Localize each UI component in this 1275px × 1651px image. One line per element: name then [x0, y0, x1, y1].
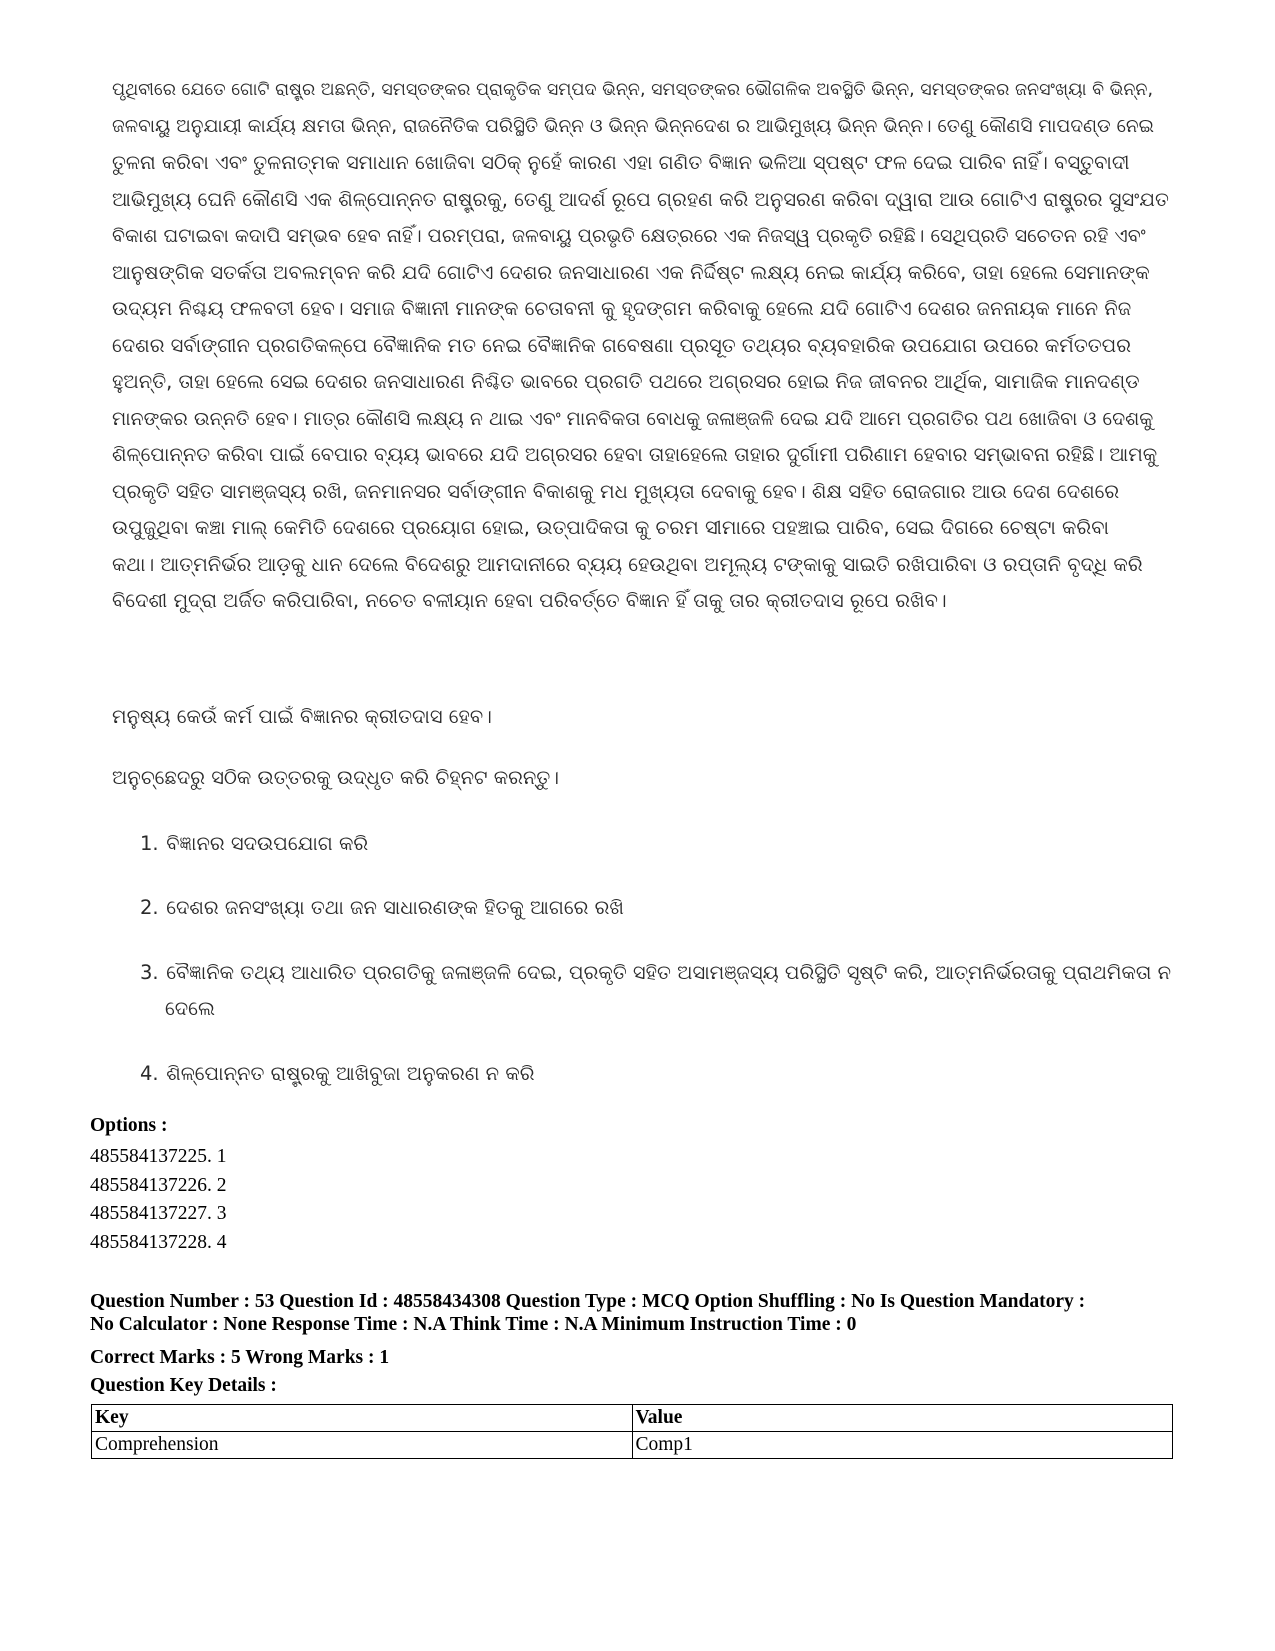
option-item: 485584137225. 1 — [90, 1146, 227, 1167]
options-heading: Options : — [90, 1115, 168, 1136]
question-instruction: ଅନୁଚ୍ଛେଦରୁ ସଠିକ ଉତ୍ତରକୁ ଉଦ୍ଧୃତ କରି ଚିହ୍ନଟ କରନ୍ତୁ। — [112, 766, 560, 789]
choice-text: ବିଜ୍ଞାନର ସଦଉପଯୋଗ କରି — [166, 832, 369, 855]
question-meta-line: Question Number : 53 Question Id : 48558434308 Question Type : MCQ Option Shuffling : No Is Question Mandatory : — [90, 1291, 1086, 1312]
choice-number: 3. — [140, 961, 159, 984]
comprehension-passage — [112, 72, 1172, 620]
question-meta — [90, 1290, 1085, 1336]
passage-line: ବିଦେଶୀ ମୁଦ୍ରା ଅର୍ଜିତ କରିପାରିବା, ନଚେତ ବଳୀୟାନ ହେବା ପରିବର୍ତ୍ତେ ବିଜ୍ଞାନ ହିଁ ତାକୁ ତାର କ୍ରୀତଦାସ ରୂପେ ରଖିବ। — [112, 589, 947, 612]
question-text: ମନୁଷ୍ୟ କେଉଁ କର୍ମ ପାଇଁ ବିଜ୍ଞାନର କ୍ରୀତଦାସ ହେବ। — [112, 705, 492, 728]
key-details-table — [91, 1404, 1173, 1459]
passage-line: ଆନୁଷଙ୍ଗିକ ସତର୍କତା ଅବଲମ୍ବନ କରି ଯଦି ଗୋଟିଏ ଦେଶର ଜନସାଧାରଣ ଏକ ନିର୍ଦ୍ଦିଷ୍ଟ ଲକ୍ଷ୍ୟ ନେଇ କାର୍ଯ୍ୟ କରିବେ, ତାହା ହେଲେ ସେମାନଙ୍କ — [112, 260, 1150, 284]
passage-line: ଉପୁଜୁଥିବା କଞ୍ଚା ମାଲ୍ କେମିତି ଦେଶରେ ପ୍ରୟୋଗ ହୋଇ, ଉତ୍ପାଦିକତା କୁ ଚରମ ସୀମାରେ ପହଞ୍ଚାଇ ପାରିବ, ସେଇ ଦିଗରେ ଚେଷ୍ଟା କରିବା — [112, 516, 1109, 539]
table-cell-value: Comp1 — [632, 1432, 1173, 1459]
table-cell-key: Comprehension — [92, 1432, 633, 1459]
passage-line: ଆଭିମୁଖ୍ୟ ଘେନି କୌଣସି ଏକ ଶିଳ୍ପୋନ୍ନତ ରାଷ୍ଟ୍ରକୁ, ତେଣୁ ଆଦର୍ଶ ରୂପେ ଗ୍ରହଣ କରି ଅନୁସରଣ କରିବା ଦ୍ୱାରା ଆଉ ଗୋଟିଏ ରାଷ୍ଟ୍ରର ସୁସଂଯତ — [112, 187, 1169, 211]
passage-line: ଜଳବାୟୁ ଅନୁଯାୟୀ କାର୍ଯ୍ୟ କ୍ଷମତା ଭିନ୍ନ, ରାଜନୈତିକ ପରିସ୍ଥିତି ଭିନ୍ନ ଓ ଭିନ୍ନ ଭିନ୍ନଦେଶ ର ଆଭିମୁଖ୍ୟ ଭିନ୍ନ ଭିନ୍ନ। ତେଣୁ କୌଣସି ମାପଦଣ୍ଡ ନେଇ — [112, 115, 1155, 137]
passage-line: ହୁଅନ୍ତି, ତାହା ହେଲେ ସେଇ ଦେଶର ଜନସାଧାରଣ ନିଶ୍ଚିତ ଭାବରେ ପ୍ରଗତି ପଥରେ ଅଗ୍ରସର ହୋଇ ନିଜ ଜୀବନର ଆର୍ଥିକ, ସାମାଜିକ ମାନଦଣ୍ଡ — [112, 370, 1140, 393]
passage-line: ତୁଳନା କରିବା ଏବଂ ତୁଳନାତ୍ମକ ସମାଧାନ ଖୋଜିବା ସଠିକ୍ ନୁହେଁ କାରଣ ଏହା ଗଣିତ ବିଜ୍ଞାନ ଭଳିଆ ସ୍ପଷ୍ଟ ଫଳ ଦେଇ ପାରିବ ନାହିଁ। ବସ୍ତୁବାଦୀ — [112, 151, 1130, 174]
option-item: 485584137226. 2 — [90, 1174, 227, 1196]
choice-item — [140, 890, 624, 926]
marks-info: Correct Marks : 5 Wrong Marks : 1 — [90, 1347, 390, 1368]
question-meta-line: No Calculator : None Response Time : N.A Think Time : N.A Minimum Instruction Time : 0 — [90, 1314, 857, 1335]
choice-item — [140, 826, 368, 862]
choice-text: ଶିଳ୍ପୋନ୍ନତ ରାଷ୍ଟ୍ରକୁ ଆଖିବୁଜା ଅନୁକରଣ ନ କରି — [166, 1062, 535, 1085]
passage-line: ପୃଥିବୀରେ ଯେତେ ଗୋଟି ରାଷ୍ଟ୍ର ଅଛନ୍ତି, ସମସ୍ତଙ୍କର ପ୍ରାକୃତିକ ସମ୍ପଦ ଭିନ୍ନ, ସମସ୍ତଙ୍କର ଭୌଗଳିକ ଅବସ୍ଥିତି ଭିନ୍ନ, ସମସ୍ତଙ୍କର ଜନସଂଖ୍ୟା ବି ଭିନ୍ନ, — [112, 80, 1154, 100]
passage-line: ଶିଳ୍ପୋନ୍ନତ କରିବା ପାଇଁ ବେପାର ବ୍ୟୟ ଭାବରେ ଯଦି ଅଗ୍ରସର ହେବା ତାହାହେଲେ ତାହାର ଦୁର୍ଗାମୀ ପରିଣାମ ହେବାର ସମ୍ଭାବନା ରହିଛି। ଆମକୁ — [112, 443, 1158, 466]
passage-line: ବିକାଶ ଘଟାଇବା କଦାପି ସମ୍ଭବ ହେବ ନାହିଁ। ପରମ୍ପରା, ଜଳବାୟୁ ପ୍ରଭୃତି କ୍ଷେତ୍ରରେ ଏକ ନିଜସ୍ୱ ପ୍ରକୃତି ରହିଛି। ସେଥିପ୍ରତି ସଚେତନ ରହି ଏବଂ — [112, 225, 1146, 247]
choice-number: 4. — [140, 1062, 159, 1085]
choice-number: 1. — [140, 832, 159, 855]
choice-text: ଦେଶର ଜନସଂଖ୍ୟା ତଥା ଜନ ସାଧାରଣଙ୍କ ହିତକୁ ଆଗରେ ରଖି — [166, 896, 625, 919]
key-details-heading: Question Key Details : — [90, 1375, 277, 1396]
choice-text: ବୈଜ୍ଞାନିକ ତଥ୍ୟ ଆଧାରିତ ପ୍ରଗତିକୁ ଜଳାଞ୍ଜଳି ଦେଇ, ପ୍ରକୃତି ସହିତ ଅସାମଞ୍ଜସ୍ୟ ପରିସ୍ଥିତି ସୃଷ୍ଟି କରି, ଆତ୍ମନିର୍ଭରତାକୁ ପ୍ରାଥମିକତା ନ — [166, 961, 1172, 984]
choice-item — [140, 1056, 535, 1092]
passage-line: ଦେଶର ସର୍ବାଙ୍ଗୀନ ପ୍ରଗତିକଳ୍ପେ ବୈଜ୍ଞାନିକ ମତ ନେଇ ବୈଜ୍ଞାନିକ ଗବେଷଣା ପ୍ରସୂତ ତଥ୍ୟର ବ୍ୟବହାରିକ ଉପଯୋଗ ଉପରେ କର୍ମତତପର — [112, 333, 1132, 357]
passage-line: ମାନଙ୍କର ଉନ୍ନତି ହେବ। ମାତ୍ର କୌଣସି ଲକ୍ଷ୍ୟ ନ ଥାଇ ଏବଂ ମାନବିକତା ବୋଧକୁ ଜଳାଞ୍ଜଳି ଦେଇ ଯଦି ଆମେ ପ୍ରଗତିର ପଥ ଖୋଜିବା ଓ ଦେଶକୁ — [112, 407, 1154, 430]
choice-text-continued: ଦେଲେ — [165, 997, 215, 1020]
option-item: 485584137228. 4 — [90, 1231, 227, 1253]
choice-number: 2. — [140, 896, 159, 919]
table-row — [92, 1432, 1173, 1459]
table-header-value: Value — [632, 1405, 1173, 1432]
passage-line: ଉଦ୍ୟମ ନିଶ୍ଚୟ ଫଳବତୀ ହେବ। ସମାଜ ବିଜ୍ଞାନୀ ମାନଙ୍କ ଚେତାବନୀ କୁ ହୃଦଙ୍ଗମ କରିବାକୁ ହେଲେ ଯଦି ଗୋଟିଏ ଦେଶର ଜନନାୟକ ମାନେ ନିଜ — [112, 297, 1132, 320]
choice-item — [140, 955, 1171, 1027]
option-item: 485584137227. 3 — [90, 1203, 227, 1224]
passage-line: ପ୍ରକୃତି ସହିତ ସାମଞ୍ଜସ୍ୟ ରଖି, ଜନମାନସର ସର୍ବାଙ୍ଗୀନ ବିକାଶକୁ ମଧ ମୁଖ୍ୟତା ଦେବାକୁ ହେବ। ଶିକ୍ଷ ସହିତ ରୋଜଗାର ଆଉ ଦେଶ ଦେଶରେ — [112, 479, 1120, 503]
table-header-row — [92, 1405, 1173, 1432]
passage-line: କଥା। ଆତ୍ମନିର୍ଭର ଆଡ଼କୁ ଧାନ ଦେଲେ ବିଦେଶରୁ ଆମଦାନୀରେ ବ୍ୟୟ ହେଉଥିବା ଅମୂଲ୍ୟ ଟଙ୍କାକୁ ସାଇତି ରଖିପାରିବା ଓ ରପ୍ତାନି ବୃଦ୍ଧି କରି — [112, 552, 1143, 576]
table-header-key: Key — [92, 1405, 633, 1432]
options-list — [90, 1143, 227, 1257]
